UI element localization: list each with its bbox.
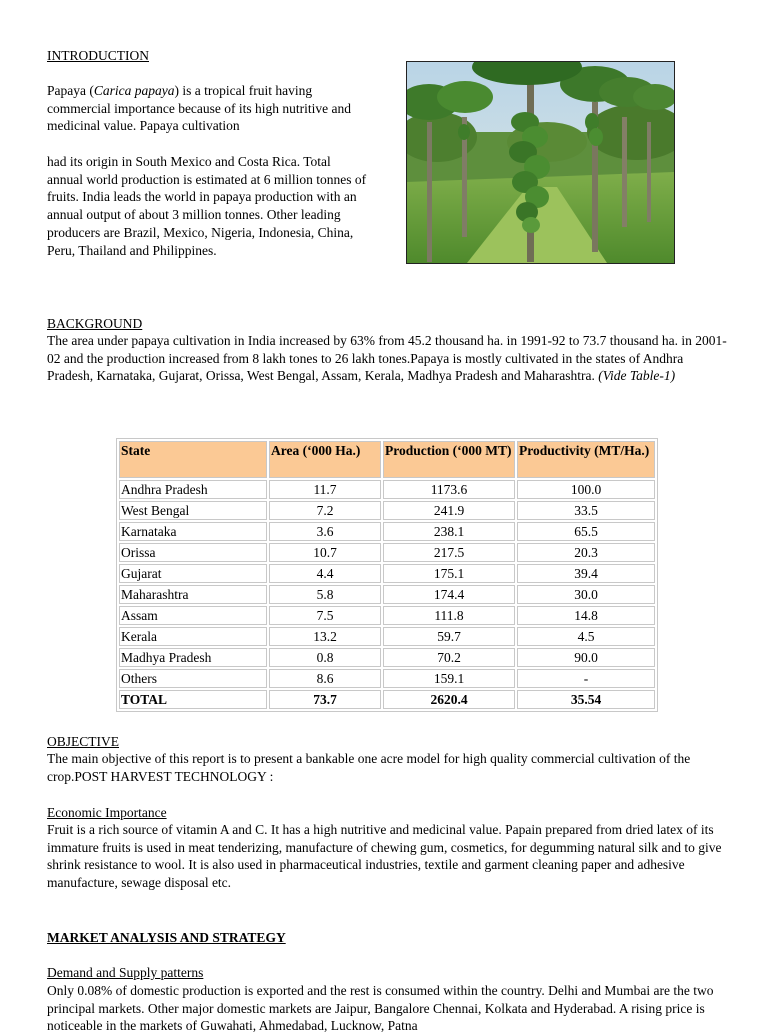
table-header-row <box>119 441 655 478</box>
cell-state: West Bengal <box>119 501 267 520</box>
cell-production: 241.9 <box>383 501 515 520</box>
cell-area: 0.8 <box>269 648 381 667</box>
header-productivity: Productivity (MT/Ha.) <box>517 441 655 478</box>
economic-importance-paragraph: Fruit is a rich source of vitamin A and C. It has a high nutritive and medicinal value. Papain prepared from dried latex of its immature fruits is used in meat tenderizing, manufacture of chewing gum, cosmetics, for degumming natural silk and to give shrink resistance to wool. It is also used in pharmaceutical industries, textile and garment cleaning paper and adhesive manufacture, sewage disposal etc. <box>47 822 722 891</box>
background-text: The area under papaya cultivation in India increased by 63% from 45.2 thousand ha. in 1991-92 to 73.7 thousand ha. in 2001-02 and the production increased from 8 lakh tones to 26 lakh tones.Papaya is mostly cultivated in the states of Andhra Pradesh, Karnataka, Gujarat, Orissa, West Bengal, Assam, Kerala, Madhya Pradesh and Maharashtra. <box>47 333 727 384</box>
table-row <box>119 669 655 688</box>
cell-state: Maharashtra <box>119 585 267 604</box>
cell-production: 159.1 <box>383 669 515 688</box>
cell-productivity: 30.0 <box>517 585 655 604</box>
table-row <box>119 606 655 625</box>
cell-state: Others <box>119 669 267 688</box>
papaya-trees-illustration <box>407 62 674 263</box>
cell-state: Orissa <box>119 543 267 562</box>
cell-area: 8.6 <box>269 669 381 688</box>
table-row <box>119 564 655 583</box>
table-row <box>119 627 655 646</box>
cell-productivity: 100.0 <box>517 480 655 499</box>
table-row <box>119 585 655 604</box>
cell-area: 11.7 <box>269 480 381 499</box>
production-table-wrapper <box>116 438 658 712</box>
cell-production: 1173.6 <box>383 480 515 499</box>
cell-production: 111.8 <box>383 606 515 625</box>
cell-production: 59.7 <box>383 627 515 646</box>
introduction-paragraph-2: had its origin in South Mexico and Costa Rica. Total annual world production is estimated at 6 million tonnes of fruits. India leads the world in papaya production with an annual output of about 3 million tonnes. Other leading producers are Brazil, Mexico, Nigeria, Indonesia, China, Peru, Thailand and Philippines. <box>47 154 367 258</box>
cell-productivity: 14.8 <box>517 606 655 625</box>
objective-paragraph: The main objective of this report is to present a bankable one acre model for high quality commercial cultivation of the crop.POST HARVEST TECHNOLOGY : <box>47 751 691 784</box>
table-row <box>119 501 655 520</box>
cell-area: 10.7 <box>269 543 381 562</box>
cell-productivity: 90.0 <box>517 648 655 667</box>
objective-heading: OBJECTIVE <box>47 734 119 749</box>
intro-text-pre: Papaya ( <box>47 83 94 98</box>
cell-production: 174.4 <box>383 585 515 604</box>
background-paragraph <box>47 332 727 385</box>
cell-state: Karnataka <box>119 522 267 541</box>
header-state: State <box>119 441 267 478</box>
papaya-plantation-photo <box>406 61 675 264</box>
papaya-production-table <box>116 438 658 712</box>
cell-productivity: 39.4 <box>517 564 655 583</box>
introduction-paragraph-1 <box>47 82 367 135</box>
demand-supply-paragraph: Only 0.08% of domestic production is exported and the rest is consumed within the country. Delhi and Mumbai are the two principal markets. Other major domestic markets are Jaipur, Bangalore Chennai, Kolkata and Hyderabad. A rising price is noticeable in the markets of Guwahati, Ahmedabad, Lucknow, Patna <box>47 983 714 1034</box>
cell-total-area: 73.7 <box>269 690 381 709</box>
introduction-heading: INTRODUCTION <box>47 48 149 63</box>
cell-total-label: TOTAL <box>119 690 267 709</box>
cell-state: Assam <box>119 606 267 625</box>
background-heading: BACKGROUND <box>47 316 143 331</box>
market-analysis-heading: MARKET ANALYSIS AND STRATEGY <box>47 930 286 945</box>
table-row <box>119 648 655 667</box>
economic-importance-heading: Economic Importance <box>47 805 167 820</box>
cell-area: 4.4 <box>269 564 381 583</box>
demand-supply-heading: Demand and Supply patterns <box>47 965 204 980</box>
table-total-row <box>119 690 655 709</box>
cell-state: Madhya Pradesh <box>119 648 267 667</box>
cell-productivity: 4.5 <box>517 627 655 646</box>
intro-text-post: ) is a tropical fruit having commercial importance because of its high nutritive and medicinal value. Papaya cultivation <box>47 83 352 134</box>
cell-productivity: - <box>517 669 655 688</box>
cell-total-production: 2620.4 <box>383 690 515 709</box>
cell-area: 7.5 <box>269 606 381 625</box>
cell-productivity: 33.5 <box>517 501 655 520</box>
cell-area: 7.2 <box>269 501 381 520</box>
table-row <box>119 543 655 562</box>
header-production: Production (‘000 MT) <box>383 441 515 478</box>
table-row <box>119 480 655 499</box>
cell-production: 175.1 <box>383 564 515 583</box>
scientific-name: Carica papaya <box>93 83 175 98</box>
cell-state: Kerala <box>119 627 267 646</box>
cell-state: Andhra Pradesh <box>119 480 267 499</box>
cell-area: 3.6 <box>269 522 381 541</box>
cell-productivity: 65.5 <box>517 522 655 541</box>
cell-state: Gujarat <box>119 564 267 583</box>
cell-total-productivity: 35.54 <box>517 690 655 709</box>
cell-area: 13.2 <box>269 627 381 646</box>
cell-production: 217.5 <box>383 543 515 562</box>
cell-production: 70.2 <box>383 648 515 667</box>
cell-production: 238.1 <box>383 522 515 541</box>
table-reference: (Vide Table-1) <box>598 368 676 384</box>
header-area: Area (‘000 Ha.) <box>269 441 381 478</box>
cell-area: 5.8 <box>269 585 381 604</box>
cell-productivity: 20.3 <box>517 543 655 562</box>
table-row <box>119 522 655 541</box>
